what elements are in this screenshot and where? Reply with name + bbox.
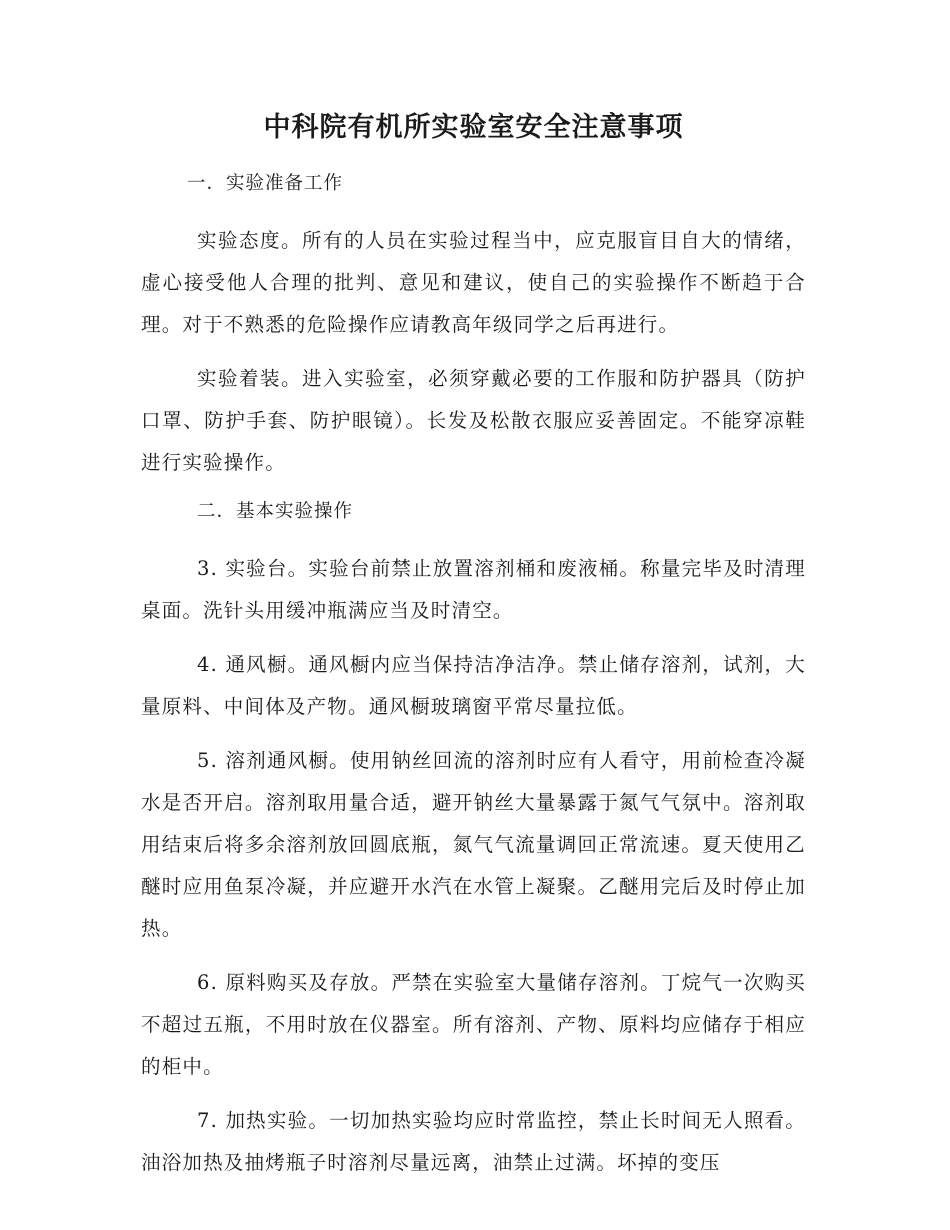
paragraph-attire: 实验着装。进入实验室，必须穿戴必要的工作服和防护器具（防护口罩、防护手套、防护眼镜）。长发及松散衣服应妥善固定。不能穿凉鞋进行实验操作。 [141, 367, 806, 474]
paragraph-attitude: 实验态度。所有的人员在实验过程当中，应克服盲目自大的情绪，虚心接受他人合理的批判、意见和建议，使自己的实验操作不断趋于合理。对于不熟悉的危险操作应请教高年级同学之后再进行。 [141, 229, 806, 336]
section-heading-preparation: 一．实验准备工作 [187, 173, 344, 194]
paragraph-materials-storage: 6. 原料购买及存放。严禁在实验室大量储存溶剂。丁烷气一次购买不超过五瓶，不用时放在仪器室。所有溶剂、产物、原料均应储存于相应的柜中。 [141, 971, 806, 1078]
paragraph-solvent-hood: 5. 溶剂通风橱。使用钠丝回流的溶剂时应有人看守，用前检查冷凝水是否开启。溶剂取用量合适，避开钠丝大量暴露于氮气气氛中。溶剂取用结束后将多余溶剂放回圆底瓶，氮气气流量调回正常流速。夏天使用乙醚时应用鱼泵冷凝，并应避开水汽在水管上凝聚。乙醚用完后及时停止加热。 [141, 749, 806, 940]
document-page [141, 108, 806, 1196]
paragraph-lab-bench: 3. 实验台。实验台前禁止放置溶剂桶和废液桶。称量完毕及时清理桌面。洗针头用缓冲瓶满应当及时清空。 [141, 557, 806, 622]
paragraph-heating-experiments: 7. 加热实验。一切加热实验均应时常监控，禁止长时间无人照看。油浴加热及抽烤瓶子时溶剂尽量远离，油禁止过满。坏掉的变压 [141, 1109, 806, 1174]
section-heading-basic-operations: 二．基本实验操作 [197, 501, 354, 522]
paragraph-fume-hood: 4. 通风橱。通风橱内应当保持洁净洁净。禁止储存溶剂，试剂，大量原料、中间体及产物。通风橱玻璃窗平常尽量拉低。 [141, 653, 806, 718]
document-title: 中科院有机所实验室安全注意事项 [263, 112, 684, 143]
